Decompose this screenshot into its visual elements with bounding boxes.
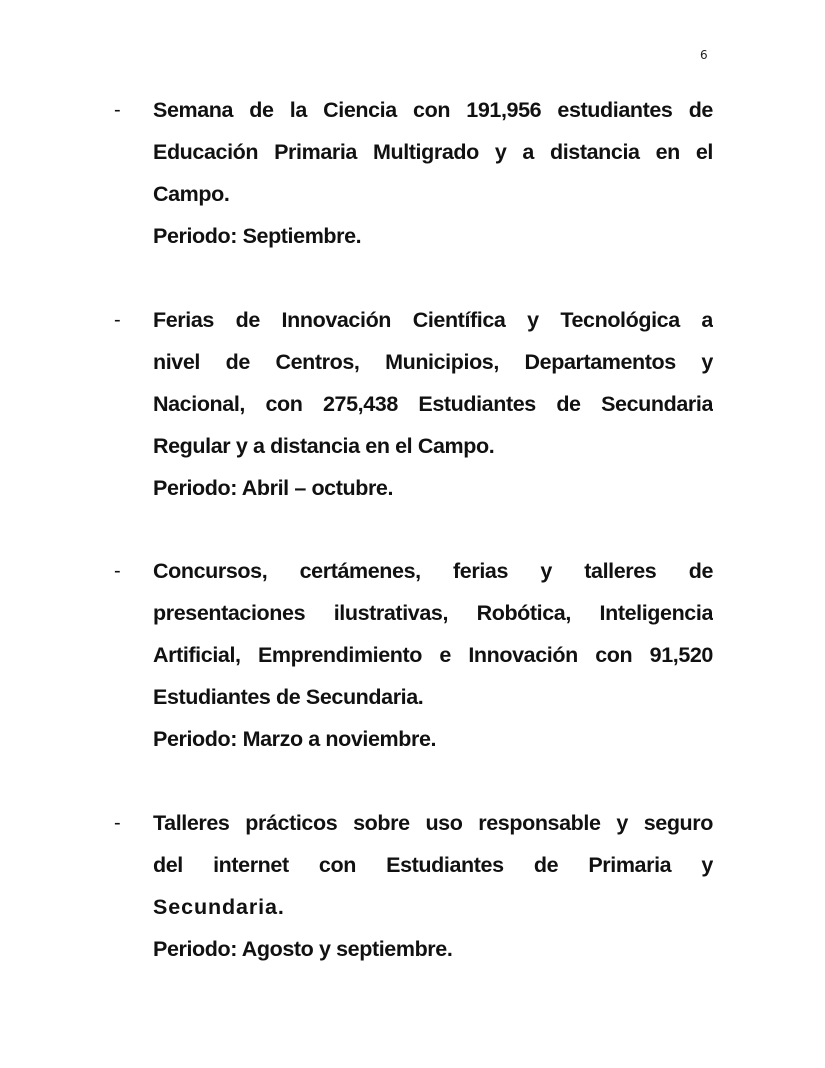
item-text xyxy=(153,299,713,509)
bullet-dash: - xyxy=(114,309,121,331)
bullet-dash: - xyxy=(114,99,121,121)
item-line: Campo. xyxy=(153,182,230,206)
item-period: Periodo: Marzo a noviembre. xyxy=(153,727,437,751)
bullet-dash: - xyxy=(114,560,121,582)
item-period: Periodo: Septiembre. xyxy=(153,224,362,248)
item-line: Secundaria. xyxy=(153,895,285,919)
item-text xyxy=(153,550,713,760)
bullet-dash: - xyxy=(114,812,121,834)
item-line: Estudiantes de Secundaria. xyxy=(153,685,424,709)
item-line: Semana de la Ciencia con 191,956 estudiantes de xyxy=(153,98,713,122)
item-line: Educación Primaria Multigrado y a distancia en el xyxy=(153,140,713,164)
item-line: Ferias de Innovación Científica y Tecnológica a xyxy=(153,308,713,332)
item-line: Nacional, con 275,438 Estudiantes de Secundaria xyxy=(153,392,713,416)
page-number: 6 xyxy=(700,48,708,62)
item-line: presentaciones ilustrativas, Robótica, Inteligencia xyxy=(153,601,713,625)
item-text xyxy=(153,802,713,970)
item-text xyxy=(153,89,713,257)
item-line: del internet con Estudiantes de Primaria y xyxy=(153,853,713,877)
item-period: Periodo: Agosto y septiembre. xyxy=(153,937,453,961)
item-line: nivel de Centros, Municipios, Departamentos y xyxy=(153,350,713,374)
item-line: Talleres prácticos sobre uso responsable y seguro xyxy=(153,811,713,835)
item-line: Artificial, Emprendimiento e Innovación con 91,520 xyxy=(153,643,713,667)
item-line: Regular y a distancia en el Campo. xyxy=(153,434,495,458)
item-period: Periodo: Abril – octubre. xyxy=(153,476,394,500)
item-line: Concursos, certámenes, ferias y talleres de xyxy=(153,559,713,583)
